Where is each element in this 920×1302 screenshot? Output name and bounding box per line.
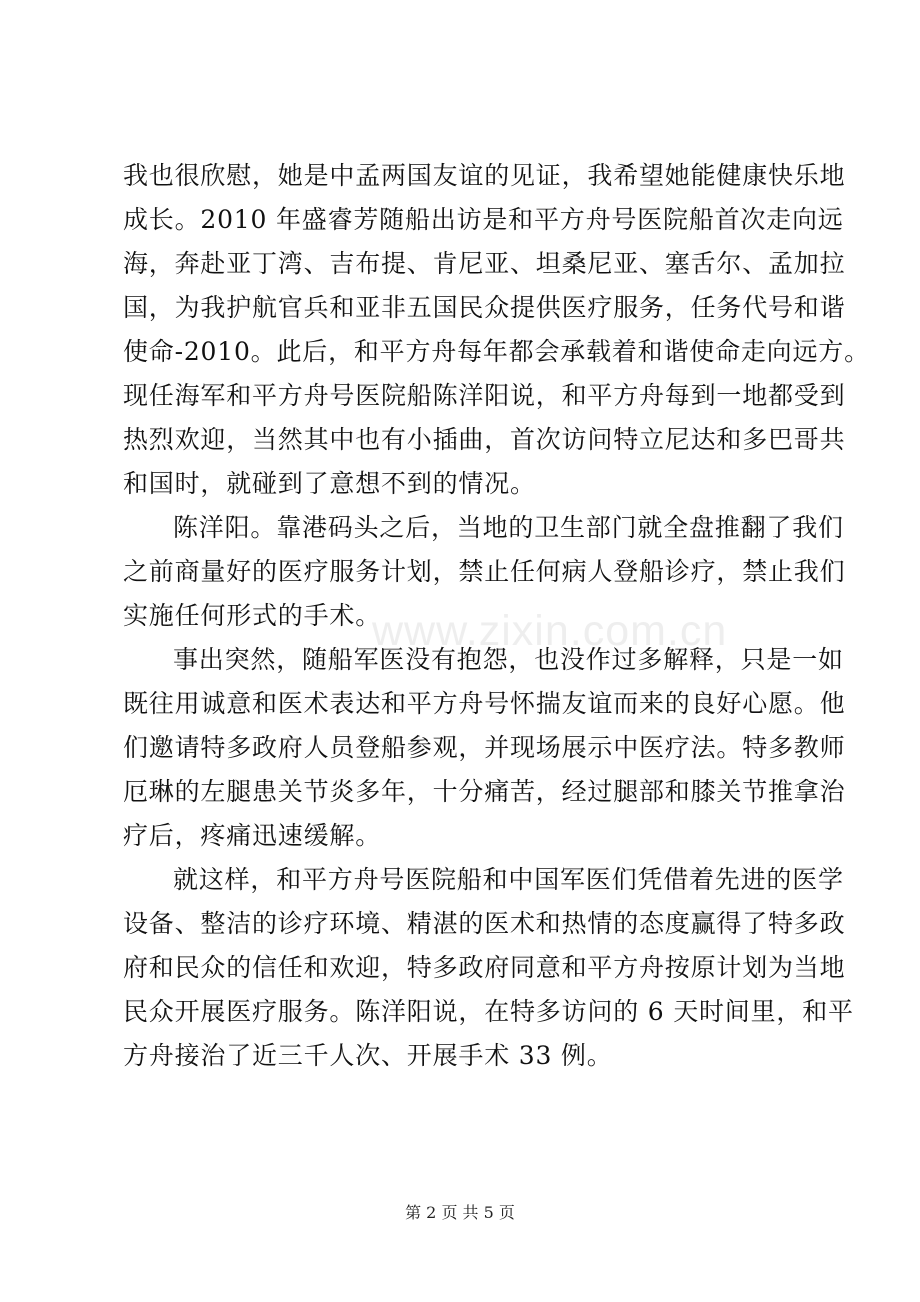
text-line: 之前商量好的医疗服务计划，禁止任何病人登船诊疗，禁止我们: [123, 557, 846, 586]
paragraph-start-line: 陈洋阳。靠港码头之后，当地的卫生部门就全盘推翻了我们: [173, 513, 844, 542]
paragraph-start-line: 就这样，和平方舟号医院船和中国军医们凭借着先进的医学: [173, 865, 844, 894]
text-line: 实施任何形式的手术。: [123, 601, 382, 630]
text-line: 我也很欣慰，她是中孟两国友谊的见证，我希望她能健康快乐地: [123, 161, 846, 190]
text-line: 使命-2010。此后，和平方舟每年都会承载着和谐使命走向远方。: [123, 337, 870, 366]
paragraph-start-line: 事出突然，随船军医没有抱怨，也没作过多解释，只是一如: [173, 645, 844, 674]
watermark: www.zixin.com.cn: [372, 607, 728, 655]
text-line: 成长。2010 年盛睿芳随船出访是和平方舟号医院船首次走向远: [123, 205, 844, 234]
text-line: 府和民众的信任和欢迎，特多政府同意和平方舟按原计划为当地: [123, 953, 846, 982]
text-line: 们邀请特多政府人员登船参观，并现场展示中医疗法。特多教师: [123, 733, 846, 762]
text-line: 厄琳的左腿患关节炎多年，十分痛苦，经过腿部和膝关节推拿治: [123, 777, 846, 806]
text-line: 既往用诚意和医术表达和平方舟号怀揣友谊而来的良好心愿。他: [123, 689, 846, 718]
text-line: 热烈欢迎，当然其中也有小插曲，首次访问特立尼达和多巴哥共: [123, 425, 846, 454]
page-number-footer: 第 2 页 共 5 页: [405, 1203, 515, 1222]
text-line: 海，奔赴亚丁湾、吉布提、肯尼亚、坦桑尼亚、塞舌尔、孟加拉: [123, 249, 846, 278]
text-line: 国，为我护航官兵和亚非五国民众提供医疗服务，任务代号和谐: [123, 293, 846, 322]
text-line: 民众开展医疗服务。陈洋阳说，在特多访问的 6 天时间里，和平: [123, 997, 854, 1026]
text-line: 设备、整洁的诊疗环境、精湛的医术和热情的态度赢得了特多政: [123, 909, 846, 938]
text-line: 现任海军和平方舟号医院船陈洋阳说，和平方舟每到一地都受到: [123, 381, 846, 410]
text-line: 方舟接治了近三千人次、开展手术 33 例。: [123, 1041, 613, 1070]
text-line: 疗后，疼痛迅速缓解。: [123, 821, 382, 850]
document-body: [123, 154, 870, 1078]
text-line: 和国时，就碰到了意想不到的情况。: [123, 469, 536, 498]
